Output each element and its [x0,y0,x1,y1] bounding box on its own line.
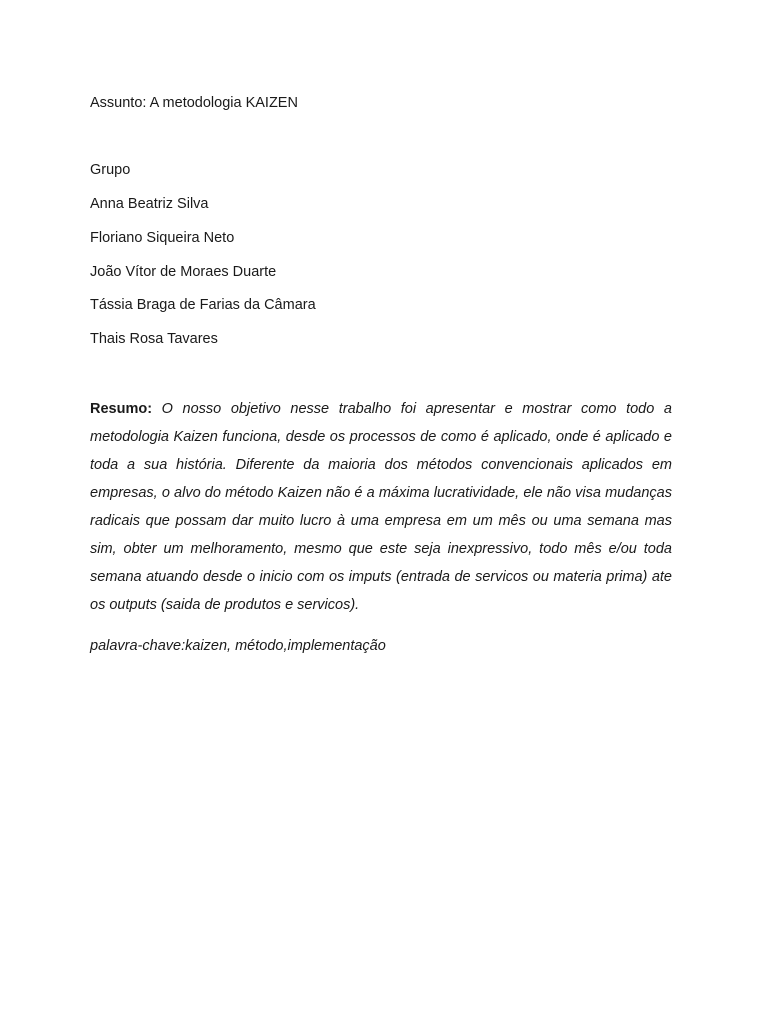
abstract-label: Resumo: [90,401,153,417]
abstract-paragraph [90,395,672,619]
group-member: Anna Beatriz Silva [90,196,209,212]
group-member: João Vítor de Moraes Duarte [90,264,277,280]
group-member: Thais Rosa Tavares [90,331,218,347]
subject-line: Assunto: A metodologia KAIZEN [90,95,298,111]
keywords-line: palavra-chave:kaizen, método,implementação [90,638,386,654]
group-heading: Grupo [90,162,131,178]
group-member: Floriano Siqueira Neto [90,230,235,246]
abstract-text: O nosso objetivo nesse trabalho foi apresentar e mostrar como todo a metodologia Kaizen funciona, desde os processos de como é aplicado, onde é aplicado e toda a sua história. Diferente da maioria dos métodos convencionais aplicados em empresas, o alvo do método Kaizen não é a máxima lucratividade, ele não visa mudanças radicais que possam dar muito lucro à uma empresa em um mês ou uma semana mas sim, obter um melhoramento, mesmo que este seja inexpressivo, todo mês e/ou toda semana atuando desde o inicio com os imputs (entrada de servicos ou materia prima) ate os outputs (saida de produtos e servicos). [90,401,672,613]
group-member: Tássia Braga de Farias da Câmara [90,297,316,313]
